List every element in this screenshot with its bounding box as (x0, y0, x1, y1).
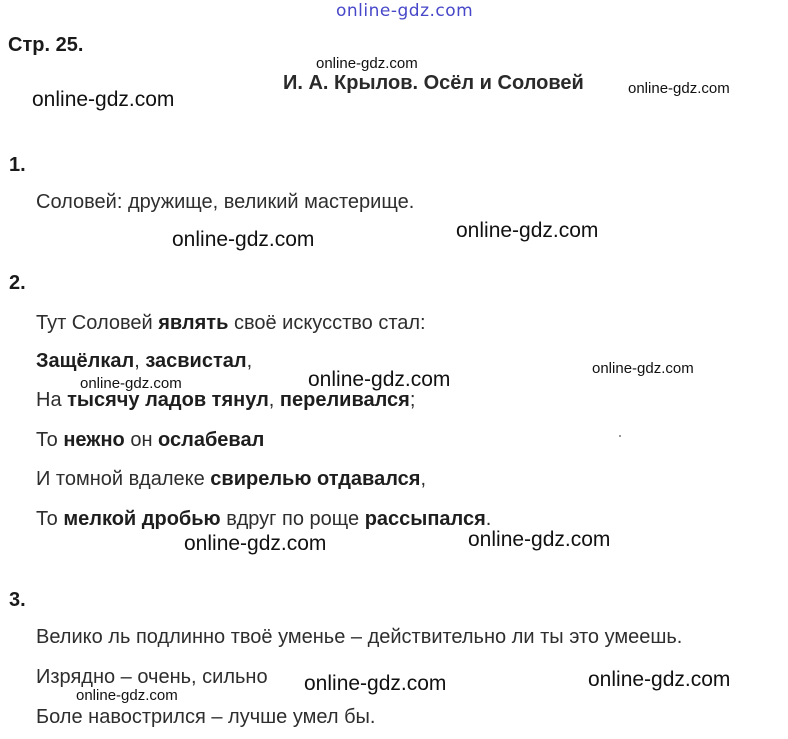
text-segment: То (36, 508, 64, 530)
emphasized-word: мелкой дробью (63, 508, 221, 530)
emphasized-word: переливался (279, 389, 410, 411)
text-segment: Боле навострился – лучше умел бы. (36, 706, 376, 728)
watermark: online-gdz.com (80, 375, 182, 392)
watermark: online-gdz.com (456, 219, 599, 242)
text-segment: Изрядно – очень, сильно (36, 666, 268, 688)
emphasized-word: рассыпался (364, 508, 486, 530)
emphasized-word: ослабевал (158, 429, 265, 451)
emphasized-word: засвистал (145, 350, 247, 372)
emphasized-word: свирелью отдавался (210, 468, 421, 490)
section-number-1: 1. (9, 154, 26, 176)
watermark: online-gdz.com (76, 687, 178, 704)
section-2-line-3 (36, 389, 415, 412)
emphasized-word: Защёлкал (36, 350, 135, 372)
section-3-line-3 (36, 706, 375, 729)
watermark: online-gdz.com (592, 360, 694, 377)
text-segment: , (420, 468, 426, 490)
watermark: online-gdz.com (468, 528, 611, 551)
watermark: online-gdz.com (304, 672, 447, 695)
text-segment: ; (409, 389, 416, 411)
text-segment: он (124, 429, 159, 451)
section-number-3: 3. (9, 589, 26, 611)
text-segment: вдруг по роще (220, 508, 365, 530)
emphasized-word: являть (158, 312, 229, 334)
section-3-line-2 (36, 666, 268, 689)
text-segment: На (36, 389, 68, 411)
section-1-line-1 (36, 191, 414, 214)
document-title: И. А. Крылов. Осёл и Соловей (283, 72, 584, 94)
watermark: online-gdz.com (184, 532, 327, 555)
section-2-line-5 (36, 468, 426, 491)
text-segment: То (36, 429, 64, 451)
section-2-line-4 (36, 429, 264, 452)
section-2-line-1 (36, 312, 426, 335)
watermark: online-gdz.com (588, 668, 731, 691)
text-segment: Велико ль подлинно твоё уменье – действительно ли ты это умеешь. (36, 626, 683, 648)
page-reference: Стр. 25. (8, 34, 84, 56)
emphasized-word: тысячу ладов тянул (67, 389, 269, 411)
section-number-2: 2. (9, 272, 26, 294)
text-segment: , (134, 350, 146, 372)
watermark-top: online-gdz.com (336, 1, 474, 21)
text-segment: своё искусство стал: (228, 312, 426, 334)
watermark: online-gdz.com (316, 55, 418, 72)
section-3-line-1 (36, 626, 682, 649)
section-2-line-6 (36, 508, 491, 531)
text-segment: , (268, 389, 280, 411)
text-segment: , (246, 350, 253, 372)
emphasized-word: нежно (63, 429, 125, 451)
text-segment: Соловей: дружище, великий мастерище. (36, 191, 415, 213)
text-segment: И томной вдалеке (36, 468, 211, 490)
watermark: online-gdz.com (308, 368, 451, 391)
watermark: online-gdz.com (172, 228, 315, 251)
section-2-line-2 (36, 350, 252, 373)
text-segment: . (485, 508, 492, 530)
watermark: online-gdz.com (32, 88, 175, 111)
watermark: online-gdz.com (628, 80, 730, 97)
stray-mark (619, 435, 621, 437)
text-segment: Тут Соловей (36, 312, 159, 334)
